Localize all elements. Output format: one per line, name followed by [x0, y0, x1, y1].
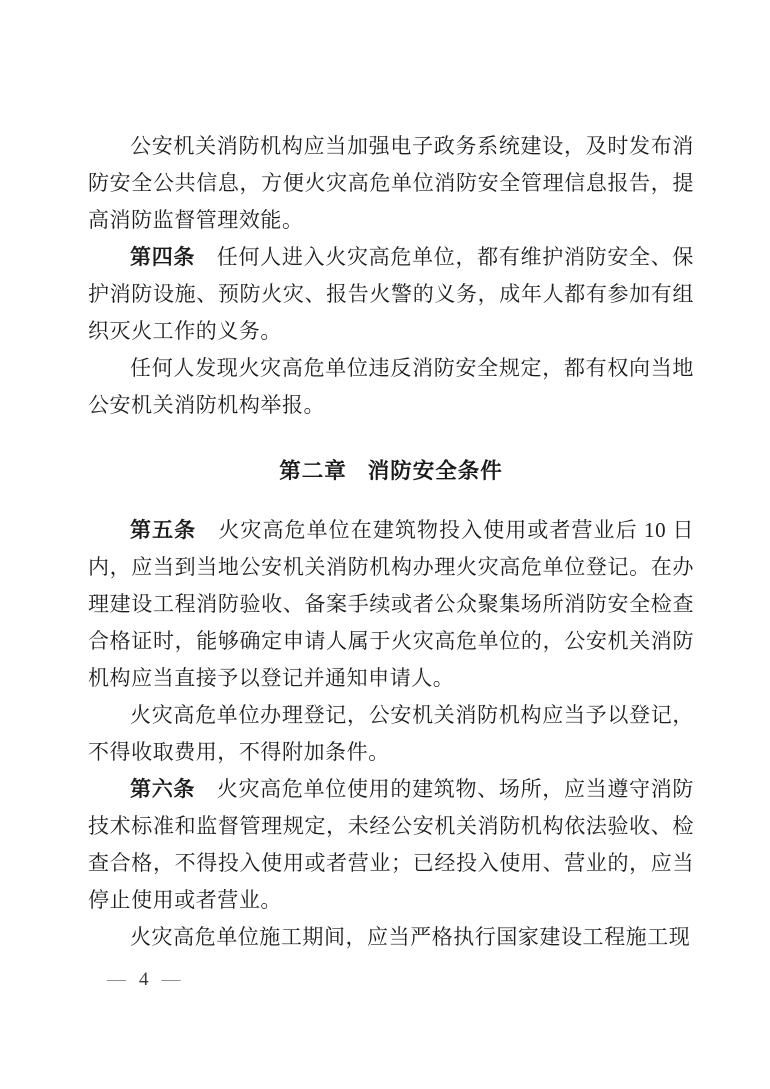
chapter-heading [88, 453, 694, 490]
page-footer [107, 969, 181, 991]
footer-dash-right: — [161, 969, 181, 990]
chapter-number: 第二章 [279, 459, 347, 483]
footer-dash-left: — [107, 969, 126, 990]
chapter-title: 消防安全条件 [367, 459, 503, 483]
paragraph-text: 任何人进入火灾高危单位，都有维护消防安全、保护消防设施、预防火灾、报告火警的义务，成年人都有参加有组织灭火工作的义务。 [88, 245, 694, 343]
paragraph [88, 512, 694, 697]
paragraph-text: 火灾高危单位在建筑物投入使用或者营业后 10 日内，应当到当地公安机关消防机构办理火灾高危单位登记。在办理建设工程消防验收、备案手续或者公众聚集场所消防安全检查合格证时，能够确定申请人属于火灾高危单位的，公安机关消防机构应当直接予以登记并通知申请人。 [88, 518, 695, 690]
page-number: 4 [139, 969, 149, 990]
paragraph [88, 350, 694, 424]
article-number: 第五条 [130, 518, 197, 542]
paragraph [88, 128, 694, 239]
paragraph [88, 697, 694, 771]
article-number: 第六条 [130, 777, 196, 801]
paragraph-text: 火灾高危单位施工期间，应当严格执行国家建设工程施工现 [130, 925, 691, 949]
paragraph-text: 公安机关消防机构应当加强电子政务系统建设，及时发布消防安全公共信息，方便火灾高危单位消防安全管理信息报告，提高消防监督管理效能。 [88, 134, 694, 232]
paragraph-text: 火灾高危单位使用的建筑物、场所，应当遵守消防技术标准和监督管理规定，未经公安机关消防机构依法验收、检查合格，不得投入使用或者营业；已经投入使用、营业的，应当停止使用或者营业。 [88, 777, 694, 912]
paragraph-text: 任何人发现火灾高危单位违反消防安全规定，都有权向当地公安机关消防机构举报。 [88, 356, 694, 417]
paragraph [88, 239, 694, 350]
paragraph [88, 771, 694, 919]
article-number: 第四条 [130, 245, 196, 269]
paragraph-text: 火灾高危单位办理登记，公安机关消防机构应当予以登记，不得收取费用，不得附加条件。 [88, 703, 694, 764]
document-body [88, 128, 694, 956]
paragraph [88, 919, 694, 956]
